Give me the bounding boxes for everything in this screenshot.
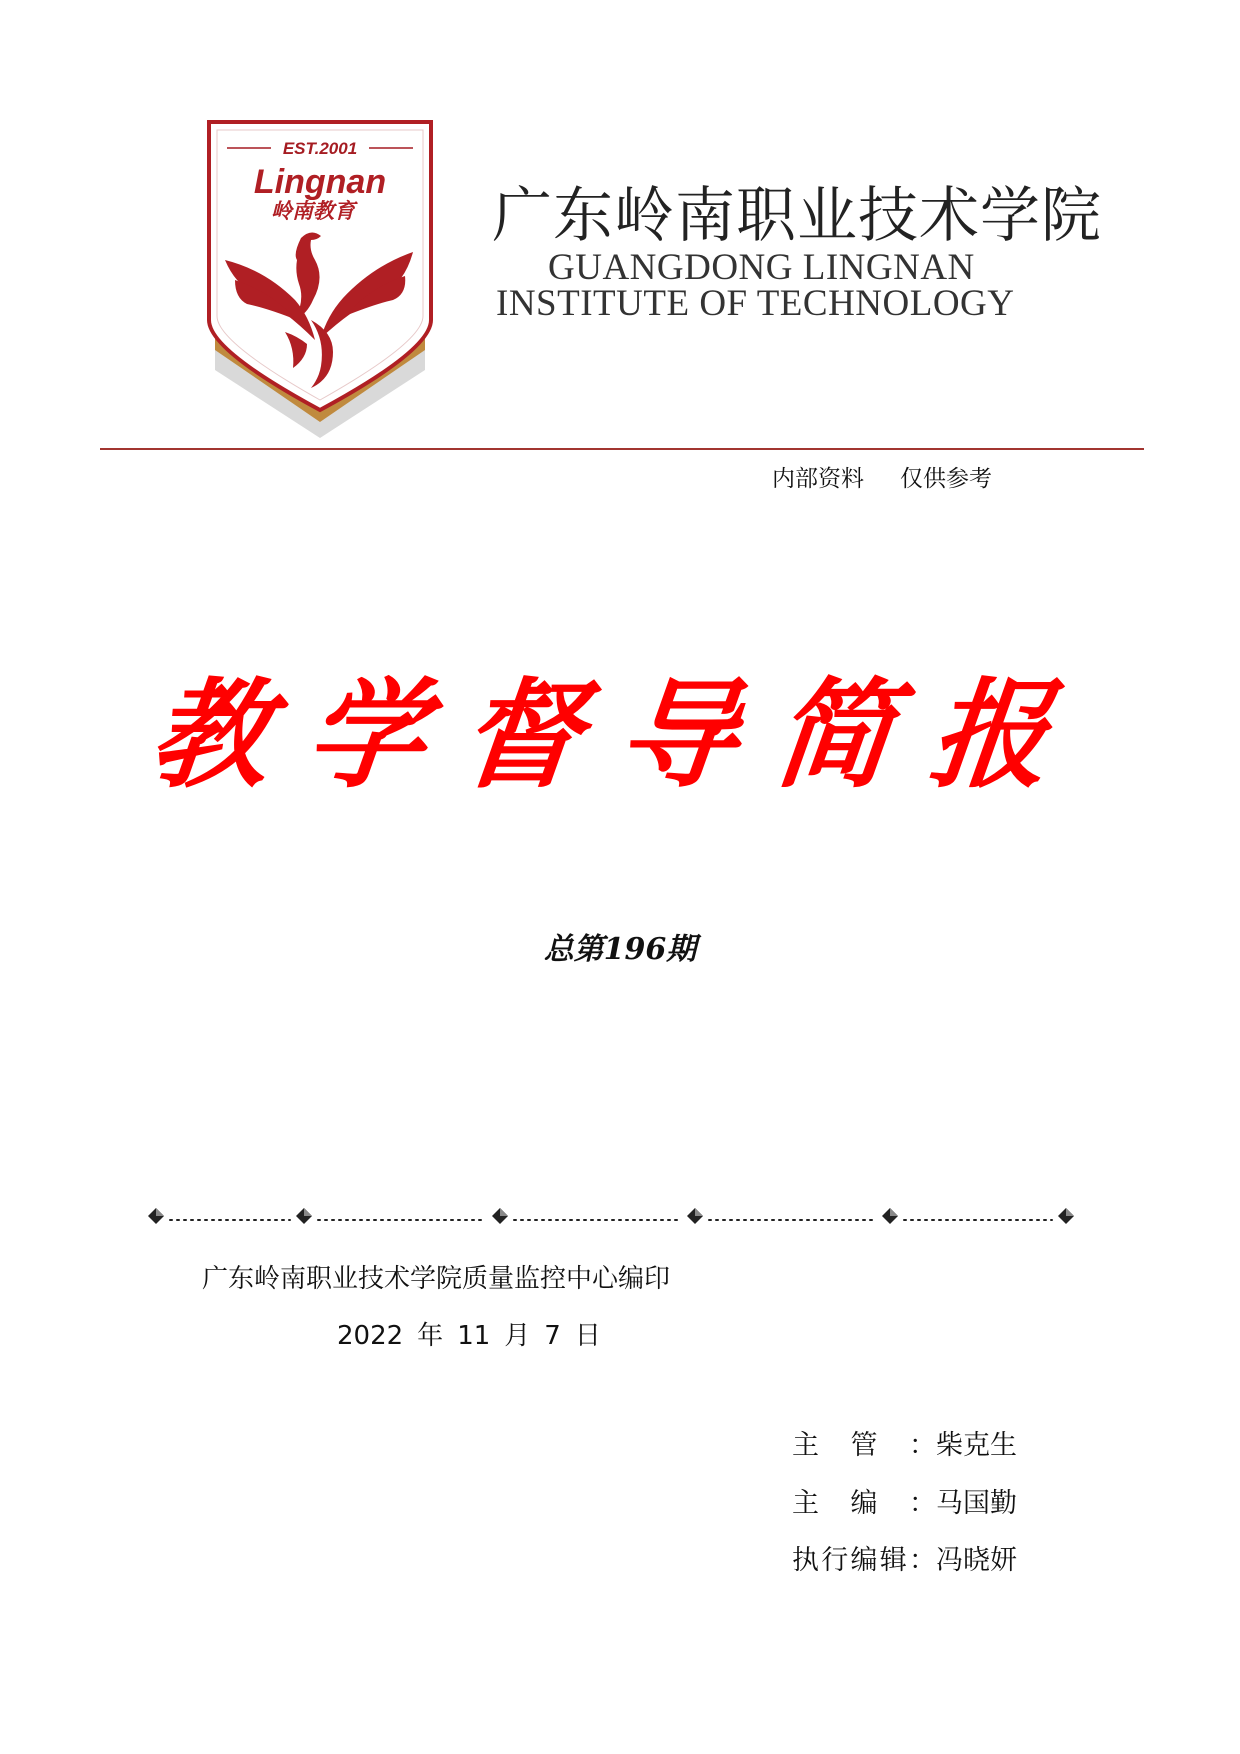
- date-day-unit: 日: [574, 1321, 601, 1351]
- staff-name: 柴克生: [936, 1430, 1017, 1461]
- date-day: 7: [544, 1321, 561, 1351]
- staff-row-executive-editor: [792, 1538, 1017, 1577]
- logo-est-text: EST.2001: [282, 139, 358, 158]
- school-name-cn: 广东岭南职业技术学院: [492, 181, 1102, 251]
- staff-label: 主管：: [792, 1430, 936, 1461]
- publication-date: [337, 1315, 615, 1352]
- diamond-bullet-icon: [148, 1208, 1074, 1224]
- internal-label: 内部资料: [772, 466, 864, 492]
- header-divider: [100, 448, 1144, 450]
- logo-brand-text: Lingnan: [253, 163, 387, 201]
- staff-name: 马国勤: [936, 1488, 1017, 1519]
- school-logo: [205, 120, 435, 440]
- logo-brand-cn-text: 岭南教育: [271, 199, 355, 223]
- shield-emblem-icon: [205, 120, 435, 440]
- bulletin-title: 教学督导简报: [143, 665, 1095, 804]
- staff-row-supervisor: [792, 1423, 1017, 1462]
- staff-label: 主编：: [792, 1488, 936, 1519]
- staff-name: 冯晓妍: [936, 1545, 1017, 1576]
- staff-label: 执行编辑：: [792, 1545, 936, 1576]
- date-month-unit: 月: [504, 1321, 531, 1351]
- internal-note: [772, 460, 992, 493]
- date-year: 2022: [337, 1321, 404, 1351]
- date-month: 11: [457, 1321, 491, 1351]
- publisher-line: 广东岭南职业技术学院质量监控中心编印: [202, 1264, 671, 1294]
- school-name-en-line1: GUANGDONG LINGNAN: [548, 247, 975, 288]
- staff-row-editor-in-chief: [792, 1481, 1017, 1520]
- issue-number: 总第196期: [543, 932, 697, 967]
- reference-label: 仅供参考: [900, 466, 992, 492]
- decorative-separator: [140, 1196, 1080, 1236]
- school-name-en-line2: INSTITUTE OF TECHNOLOGY: [496, 283, 1015, 324]
- date-year-unit: 年: [417, 1321, 444, 1351]
